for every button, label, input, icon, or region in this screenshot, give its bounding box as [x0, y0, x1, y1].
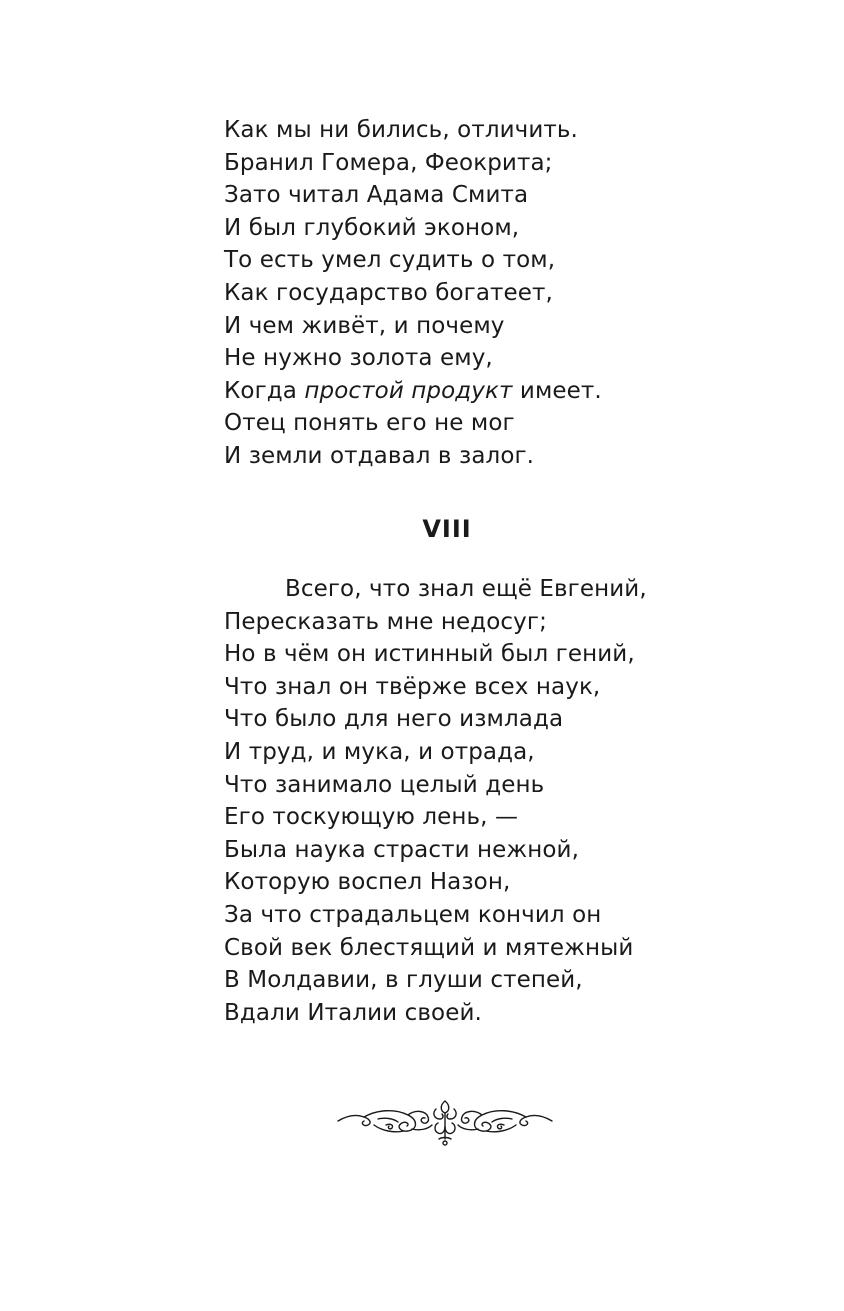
verse-line: Которую воспел Назон,: [224, 869, 511, 896]
verse-line: И труд, и мука, и отрада,: [224, 738, 535, 765]
verse-line: Пересказать мне недосуг;: [224, 608, 547, 635]
verse-line: То есть умел судить о том,: [224, 247, 556, 274]
verse-line: Как государство богатеет,: [224, 279, 553, 306]
verse-line: Не нужно золота ему,: [224, 345, 493, 372]
verse-text: Когда: [224, 377, 305, 404]
verse-line: В Молдавии, в глуши степей,: [224, 967, 583, 994]
stanza-2: [224, 573, 784, 1029]
verse-line: Бранил Гомера, Феокрита;: [224, 149, 553, 176]
verse-line: Отец понять его не мог: [224, 410, 515, 437]
verse-line: И был глубокий эконом,: [224, 214, 520, 241]
verse-text: имеет.: [512, 377, 602, 404]
verse-line: Его тоскующую лень, —: [224, 804, 519, 831]
verse-line: Что занимало целый день: [224, 771, 545, 798]
verse-line: Как мы ни бились, отличить.: [224, 117, 578, 143]
verse-line: И земли отдавал в залог.: [224, 442, 535, 469]
italic-phrase: простой продукт: [304, 377, 513, 404]
verse-line: Была наука страсти нежной,: [224, 836, 580, 863]
verse-line: И чем живёт, и почему: [224, 312, 505, 339]
verse-line: Но в чём он истинный был гений,: [224, 641, 635, 668]
verse-line: Что знал он твёрже всех наук,: [224, 673, 601, 700]
verse-line-with-italic: [224, 375, 784, 408]
verse-line-indented: Всего, что знал ещё Евгений,: [285, 576, 647, 602]
verse-line: Что было для него измлада: [224, 706, 564, 733]
ornamental-divider-icon: [334, 1095, 556, 1147]
verse-line: За что страдальцем кончил он: [224, 901, 602, 928]
verse-line: Свой век блестящий и мятежный: [224, 934, 634, 961]
stanza-1: [224, 114, 784, 473]
verse-line: Зато читал Адама Смита: [224, 182, 529, 209]
section-number: VIII: [422, 515, 472, 543]
verse-line: Вдали Италии своей.: [224, 999, 482, 1026]
